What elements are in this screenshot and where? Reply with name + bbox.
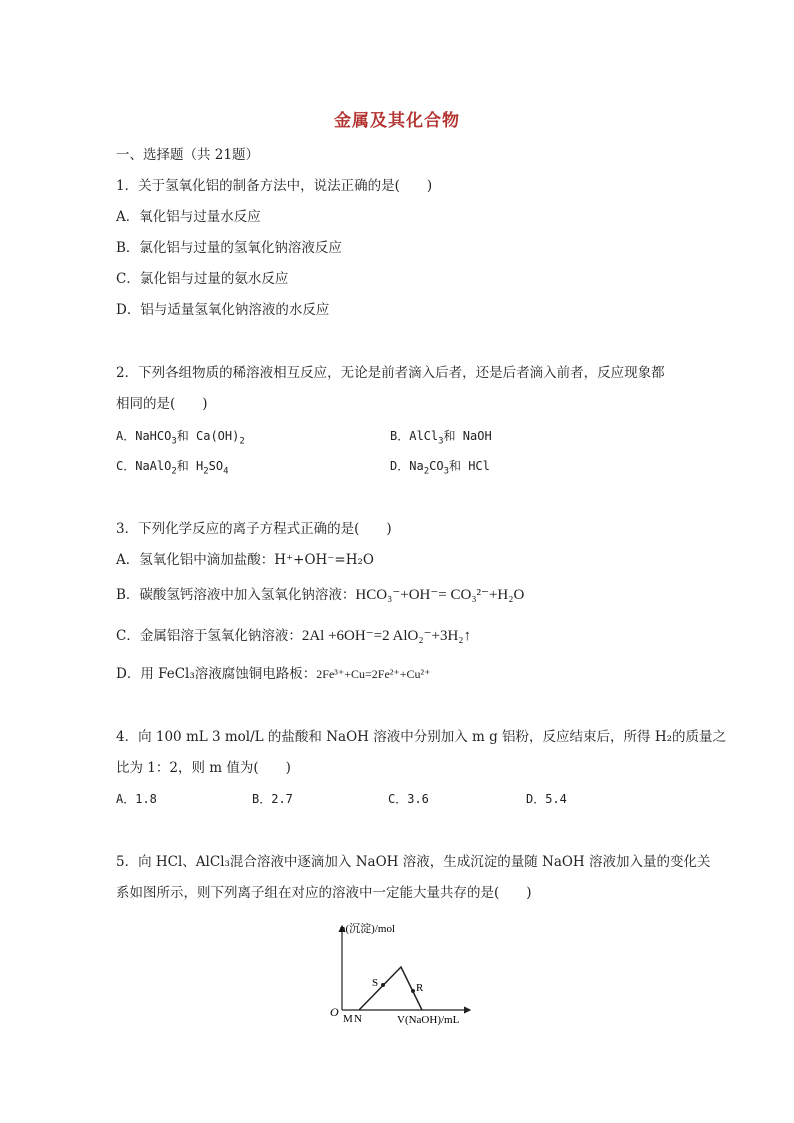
q3-stem: 3．下列化学反应的离子方程式正确的是( ) — [116, 521, 392, 537]
point-r-label: R — [416, 982, 424, 994]
q2-option-a: A．NaHCO$_3$和 $Ca(OH)_2$ — [116, 429, 245, 447]
point-r — [411, 989, 415, 993]
q3-option-c: C．金属铝溶于氢氧化钠溶液：2Al +6OH⁻=2 AlO₂⁻+3H₂↑ — [116, 628, 472, 644]
q4-option-b: B．2.7 — [252, 792, 293, 806]
q1-stem: 1．关于氢氧化铝的制备方法中，说法正确的是( ) — [116, 178, 433, 194]
q4-stem-line1: 4．向 100 mL 3 mol/L 的盐酸和 NaOH 溶液中分别加入 m g 铝粉，反应结束后，所得 H₂的质量之 — [116, 729, 727, 745]
point-m-label: M — [343, 1013, 353, 1025]
precipitate-curve — [359, 967, 422, 1010]
q3-option-b: B．碳酸氢钙溶液中加入氢氧化钠溶液：HCO₃⁻+OH⁻= CO₃²⁻+H₂O — [116, 587, 525, 603]
q3-option-a: A．氢氧化铝中滴加盐酸：H⁺+OH⁻=H₂O — [116, 552, 374, 568]
q5-stem-line2: 系如图所示，则下列离子组在对应的溶液中一定能大量共存的是( ) — [116, 885, 532, 901]
precipitate-graph — [320, 918, 480, 1028]
q4-stem-line2: 比为 1：2，则 m 值为( ) — [116, 760, 291, 776]
q2-option-d: D．$Na_2CO_3$和 HCl — [390, 459, 490, 477]
q5-stem-line1: 5．向 HCl、AlCl₃混合溶液中逐滴加入 NaOH 溶液，生成沉淀的量随 NaOH 溶液加入量的变化关 — [116, 854, 711, 870]
point-s-label: S — [372, 977, 379, 989]
origin-label: O — [330, 1005, 339, 1019]
q1-option-b: B．氯化铝与过量的氢氧化钠溶液反应 — [116, 240, 342, 256]
page-title: 金属及其化合物 — [334, 111, 460, 131]
q4-option-c: C．3.6 — [388, 792, 429, 806]
q2-stem-line1: 2．下列各组物质的稀溶液相互反应，无论是前者滴入后者，还是后者滴入前者，反应现象都 — [116, 365, 665, 381]
point-n-label: N — [354, 1013, 362, 1025]
q1-option-d: D．铝与适量氢氧化钠溶液的水反应 — [116, 302, 330, 318]
section-heading: 一、选择题（共 21题） — [116, 147, 259, 163]
q2-option-c: C．NaAlO$_2$和 $H_2SO_4$ — [116, 459, 229, 477]
q3-option-d: D．用 FeCl₃溶液腐蚀铜电路板：2Fe³⁺+Cu=2Fe²⁺+Cu²⁺ — [116, 666, 431, 682]
q2-stem-line2: 相同的是( ) — [116, 396, 208, 412]
q1-option-c: C．氯化铝与过量的氨水反应 — [116, 271, 289, 287]
q4-option-d: D．5.4 — [526, 792, 567, 806]
point-s — [381, 983, 385, 987]
q4-option-a: A．1.8 — [116, 792, 157, 806]
q1-option-a: A．氧化铝与过量水反应 — [116, 209, 261, 225]
y-axis-label: n(沉淀)/mol — [340, 923, 395, 935]
q2-option-b: B．AlCl$_3$和 NaOH — [390, 429, 492, 447]
x-axis-label: V(NaOH)/mL — [397, 1014, 460, 1026]
